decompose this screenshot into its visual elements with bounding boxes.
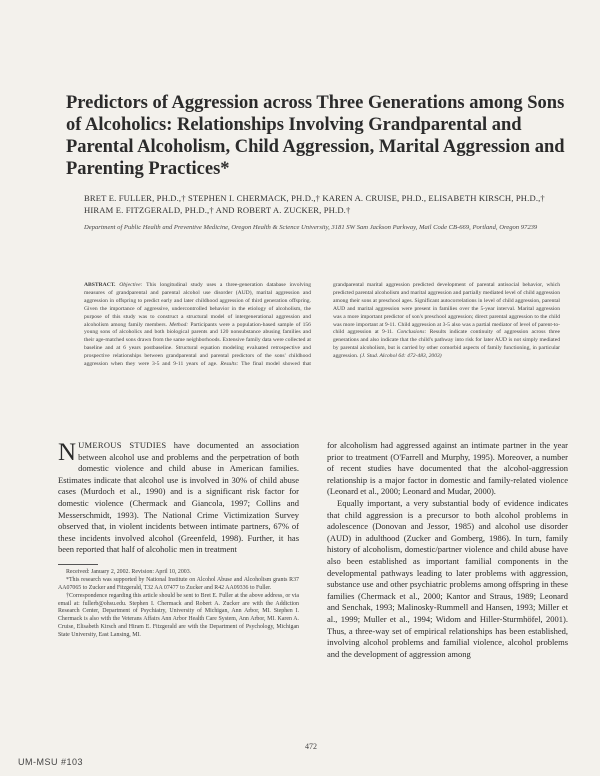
footnote-rule (58, 564, 98, 565)
abstract-objective-text: This longitudinal study uses a three-generation database involving measures of grandparental and parental alcohol use disorder (AUD), marital aggression and aggression in offspring to predict early and later childhood aggression of third generation offspring. Given the importance of aggressive, undercontrolled behavior in the etiology of alcoholism, the purpose of this study was to construct a structural model of intergenerational aggression and alcoholism among family members. (84, 282, 311, 328)
abstract (84, 282, 560, 400)
abstract-conclusions-text: Results indicate continuity of aggression across three generations and also indicate that the child's pathway into risk for later AUD is not simply mediated by parental alcoholism, but is carried by other comorbid aspects of family functioning, in particular aggression. (333, 329, 560, 360)
abstract-citation: (J. Stud. Alcohol 64: 472-483, 2003) (359, 353, 442, 360)
abstract-results-text: The final model showed that grandparental marital aggression predicted development of parental antisocial behavior, which predicted parental alcoholism and marital aggression and partially mediated level of child aggression among their sons at preschool ages. Significant autocorrelations in level of child aggression, parental AUD and marital aggression were present in families over the 5-year interval. Marital aggression was a more important predictor of son's preschool aggression; direct parental aggression to the child was more important at 9-11. Child aggression at 3-5 also was a partial mediator of level of parent-to-child aggression at 9-11. (241, 282, 560, 368)
opening-words: UMEROUS STUDIES (78, 440, 167, 450)
article-body (58, 440, 568, 736)
intro-paragraph (58, 440, 299, 556)
objective-label: Objective: (119, 282, 143, 288)
results-label: Results: (220, 361, 239, 368)
body-paragraph-2: Equally important, a very substantial body of evidence indicates that child aggression is a precursor to both alcohol problems in adolescence (Donovan and Jessor, 1985) and alcohol use disorder (AUD) in adulthood (Zucker and Gomberg, 1986). In turn, family history of alcoholism, domestic/partner violence and child abuse have also been established as important familial components in the developmental pathways leading to later problems with aggression, substance use and other psychiatric problems among offspring in these families (Chermack et al., 2000; Kantor and Straus, 1989; Leonard and Senchak, 1993; Malinosky-Rummell and Hansen, 1993; Miller et al., 1999; Muller et al., 1994; Widom and Hiller-Sturmhöfel, 2001). Thus, a three-way set of empirical relationships has been established, involving alcohol problems and familial violence, alcohol problems and the development of aggression among (327, 497, 568, 659)
article-title: Predictors of Aggression across Three Generations among Sons of Alcoholics: Relationships Involving Grandparental and Parental Alcoholism, Child Aggression, Marital Aggression and Parenting Practices* (66, 93, 565, 179)
affiliation: Department of Public Health and Preventive Medicine, Oregon Health & Science University, 3181 SW Sam Jackson Parkway, Mail Code CB-669, Portland, Oregon 97239 (84, 224, 538, 231)
abstract-method-text: Participants were a population-based sample of 156 young sons of alcoholics and both biological parents and 120 nonsubstance abusing families and their age-matched sons drawn from the same neighborhoods. Extensive family data were collected at baseline and at 6 years postbaseline. Structural equation modeling evaluated retrospective and prospective relationships between grandparental and parental predictors of the sons' childhood aggression when they were 3-5 and 9-11 years of age. (84, 321, 311, 368)
body-paragraph-1: for alcoholism had aggressed against an intimate partner in the year prior to treatment (O'Farrell and Murphy, 1995). Moreover, a number of recent studies have documented that the alcohol-aggression relationship is a major factor in domestic and family-related violence (Leonard et al., 2000; Leonard and Mudar, 2000). (327, 440, 568, 497)
footnote-correspondence: †Correspondence regarding this article should be sent to Bret E. Fuller at the above address, or via email at: fullerb@ohsu.edu. Stephen I. Chermack and Robert A. Zucker are with the Addiction Research Center, Department of Psychiatry, University of Michigan, Ann Arbor, MI. Stephen I. Chermack is also with the Veterans Affairs Ann Arbor Health Care System, Ann Arbor, MI. Karen A. Cruise, Elisabeth Kirsch and Hiram E. Fitzgerald are with the Department of Psychology, Michigan State University, East Lansing, MI. (58, 592, 299, 639)
drop-cap: N (58, 440, 77, 466)
author-list: BRET E. FULLER, PH.D.,† STEPHEN I. CHERMACK, PH.D.,† KAREN A. CRUISE, PH.D., ELISABETH KIRSCH, PH.D.,† HIRAM E. FITZGERALD, PH.D.,† AND ROBERT A. ZUCKER, PH.D.† (84, 193, 545, 215)
method-label: Method: (169, 321, 189, 328)
conclusions-label: Conclusions: (396, 329, 427, 336)
library-stamp: UM-MSU #103 (18, 757, 84, 767)
footnote-funding: *This research was supported by National Institute on Alcohol Abuse and Alcoholism grants R37 AA07065 to Zucker and Fitzgerald, T32 AA 07477 to Zucker and R42 AA09336 to Fuller. (58, 576, 299, 591)
abstract-label: ABSTRACT. (84, 282, 116, 288)
page-number: 472 (305, 742, 317, 751)
intro-text: have documented an association between alcohol use and problems and the perpetration of both domestic violence and child abuse in American families. Estimates indicate that alcohol use is involved in 30% of child abuse cases (Murdoch et al., 1990) and is a significant risk factor for domestic violence (Chermack and Giancola, 1997; Collins and Messerschmidt, 1993). The National Crime Victimization Survey observed that, in violent incidents between intimate partners, 67% of these incidents involved alcohol (Greenfeld, 1998). Further, it has been reported that half of alcoholic men in treatment (58, 440, 299, 555)
footnote-received: Received: January 2, 2002. Revision: April 10, 2003. (66, 568, 192, 575)
